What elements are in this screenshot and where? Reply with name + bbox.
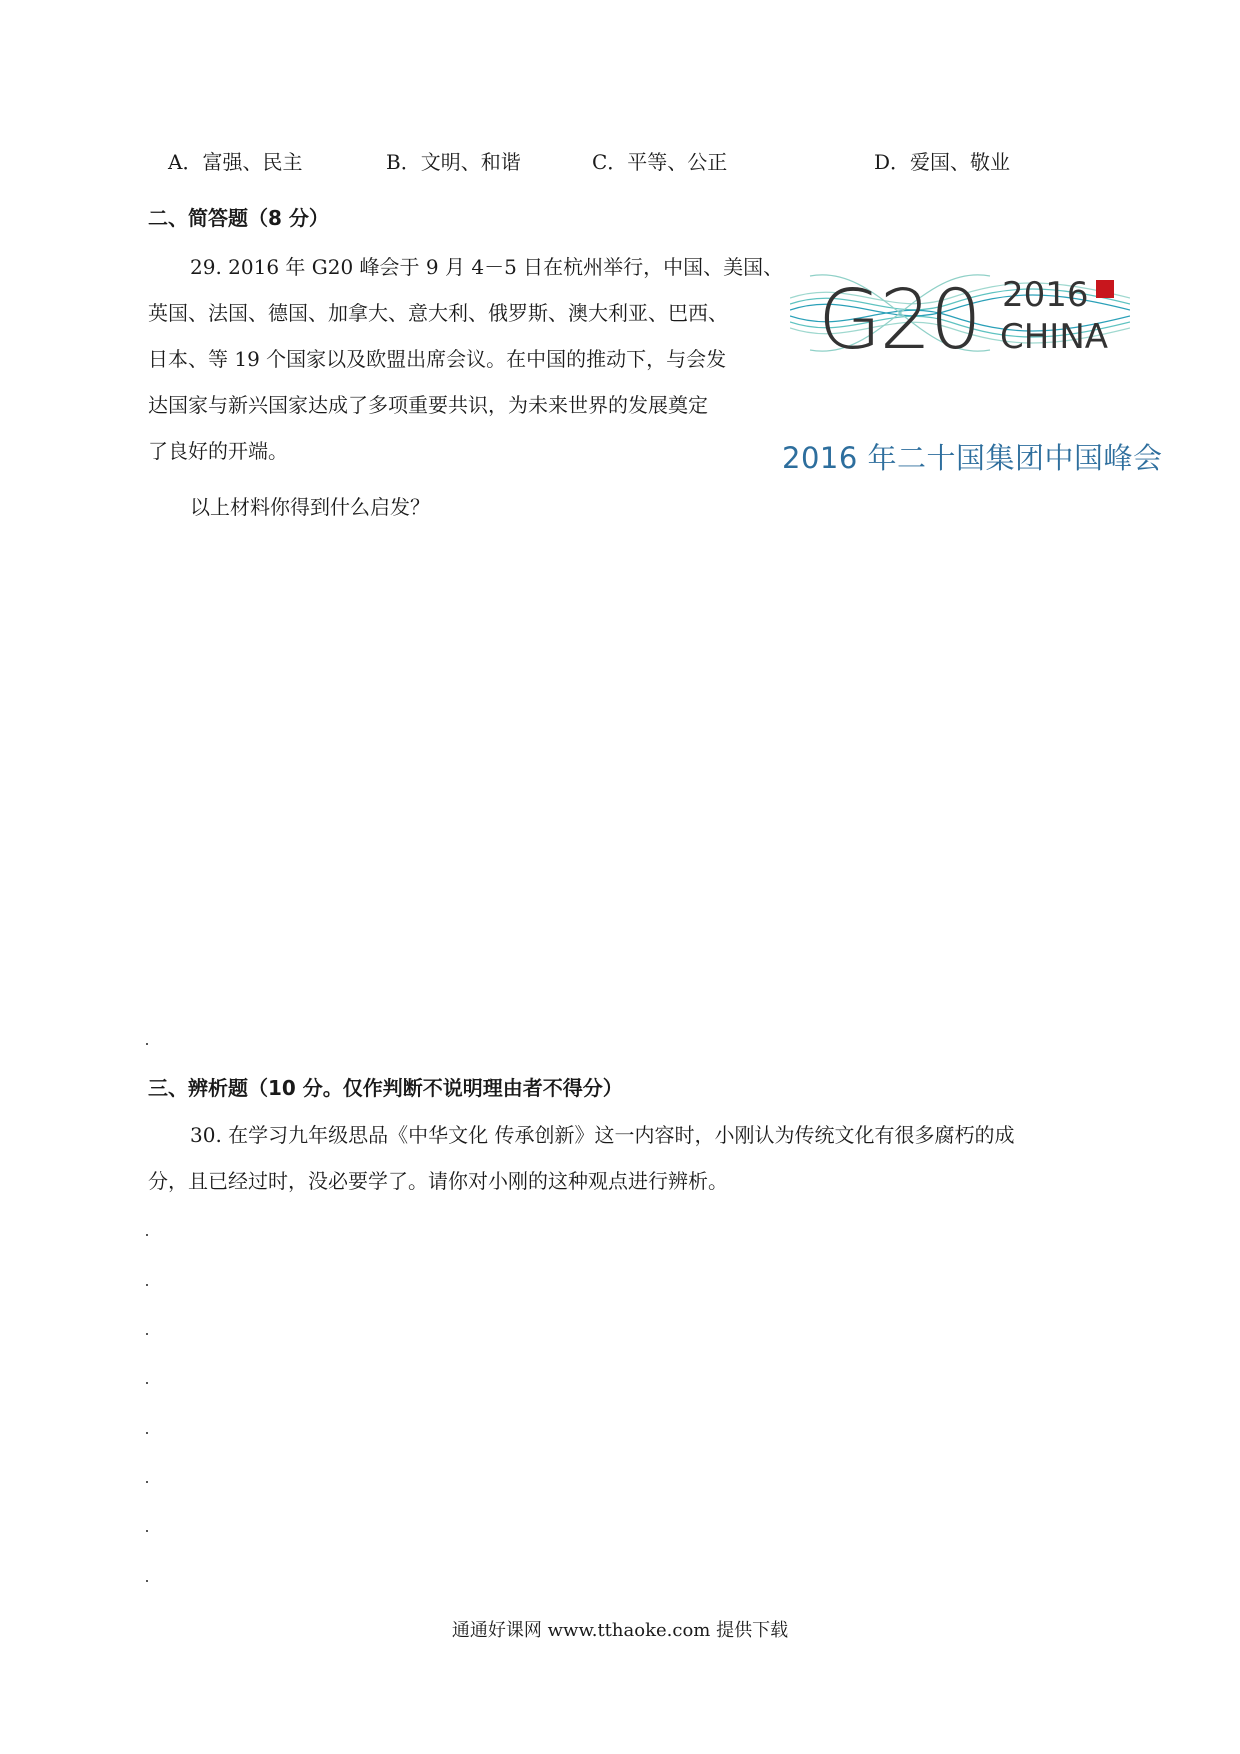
g20-logo-image <box>790 258 1130 368</box>
logo-caption: 2016 年二十国集团中国峰会 <box>782 441 1163 475</box>
section-3-heading: 三、辨析题（10 分。仅作判断不说明理由者不得分） <box>148 1076 623 1100</box>
answer-line-mark <box>146 1580 148 1582</box>
answer-line-mark <box>146 1481 148 1483</box>
question-30-line-2: 分，且已经过时，没必要学了。请你对小刚的这种观点进行辨析。 <box>148 1169 728 1193</box>
question-29-line-5: 了良好的开端。 <box>148 439 288 463</box>
answer-line-mark <box>146 1530 148 1532</box>
section-2-heading: 二、简答题（8 分） <box>148 206 329 230</box>
option-c: C．平等、公正 <box>592 150 728 174</box>
answer-line-mark <box>146 1432 148 1434</box>
option-d: D．爱国、敬业 <box>874 150 1011 174</box>
svg-text:CHINA: CHINA <box>1000 317 1109 357</box>
answer-line-mark <box>146 1382 148 1384</box>
option-a: A．富强、民主 <box>168 150 303 174</box>
answer-line-mark <box>146 1234 148 1236</box>
question-29-line-3: 日本、等 19 个国家以及欧盟出席会议。在中国的推动下，与会发 <box>148 347 727 371</box>
footer-credit: 通通好课网 www.tthaoke.com 提供下载 <box>451 1620 789 1641</box>
question-29-prompt: 以上材料你得到什么启发？ <box>190 495 430 519</box>
answer-line-mark <box>146 1284 148 1286</box>
answer-options <box>168 146 1068 180</box>
question-29-line-2: 英国、法国、德国、加拿大、意大利、俄罗斯、澳大利亚、巴西、 <box>148 301 728 325</box>
option-b: B．文明、和谐 <box>386 150 521 174</box>
seal-icon <box>1096 280 1114 298</box>
question-29-line-4: 达国家与新兴国家达成了多项重要共识，为未来世界的发展奠定 <box>148 393 708 417</box>
answer-space-mark <box>146 1043 148 1045</box>
svg-text:G20: G20 <box>818 273 980 368</box>
answer-line-mark <box>146 1333 148 1335</box>
question-30-line-1: 30. 在学习九年级思品《中华文化 传承创新》这一内容时，小刚认为传统文化有很多腐朽的成 <box>190 1123 1015 1147</box>
question-30-text <box>148 1112 1108 1204</box>
svg-text:2016: 2016 <box>1002 275 1089 315</box>
question-29-text <box>148 244 784 474</box>
question-29-line-1: 29. 2016 年 G20 峰会于 9 月 4－5 日在杭州举行，中国、美国、 <box>190 255 784 279</box>
